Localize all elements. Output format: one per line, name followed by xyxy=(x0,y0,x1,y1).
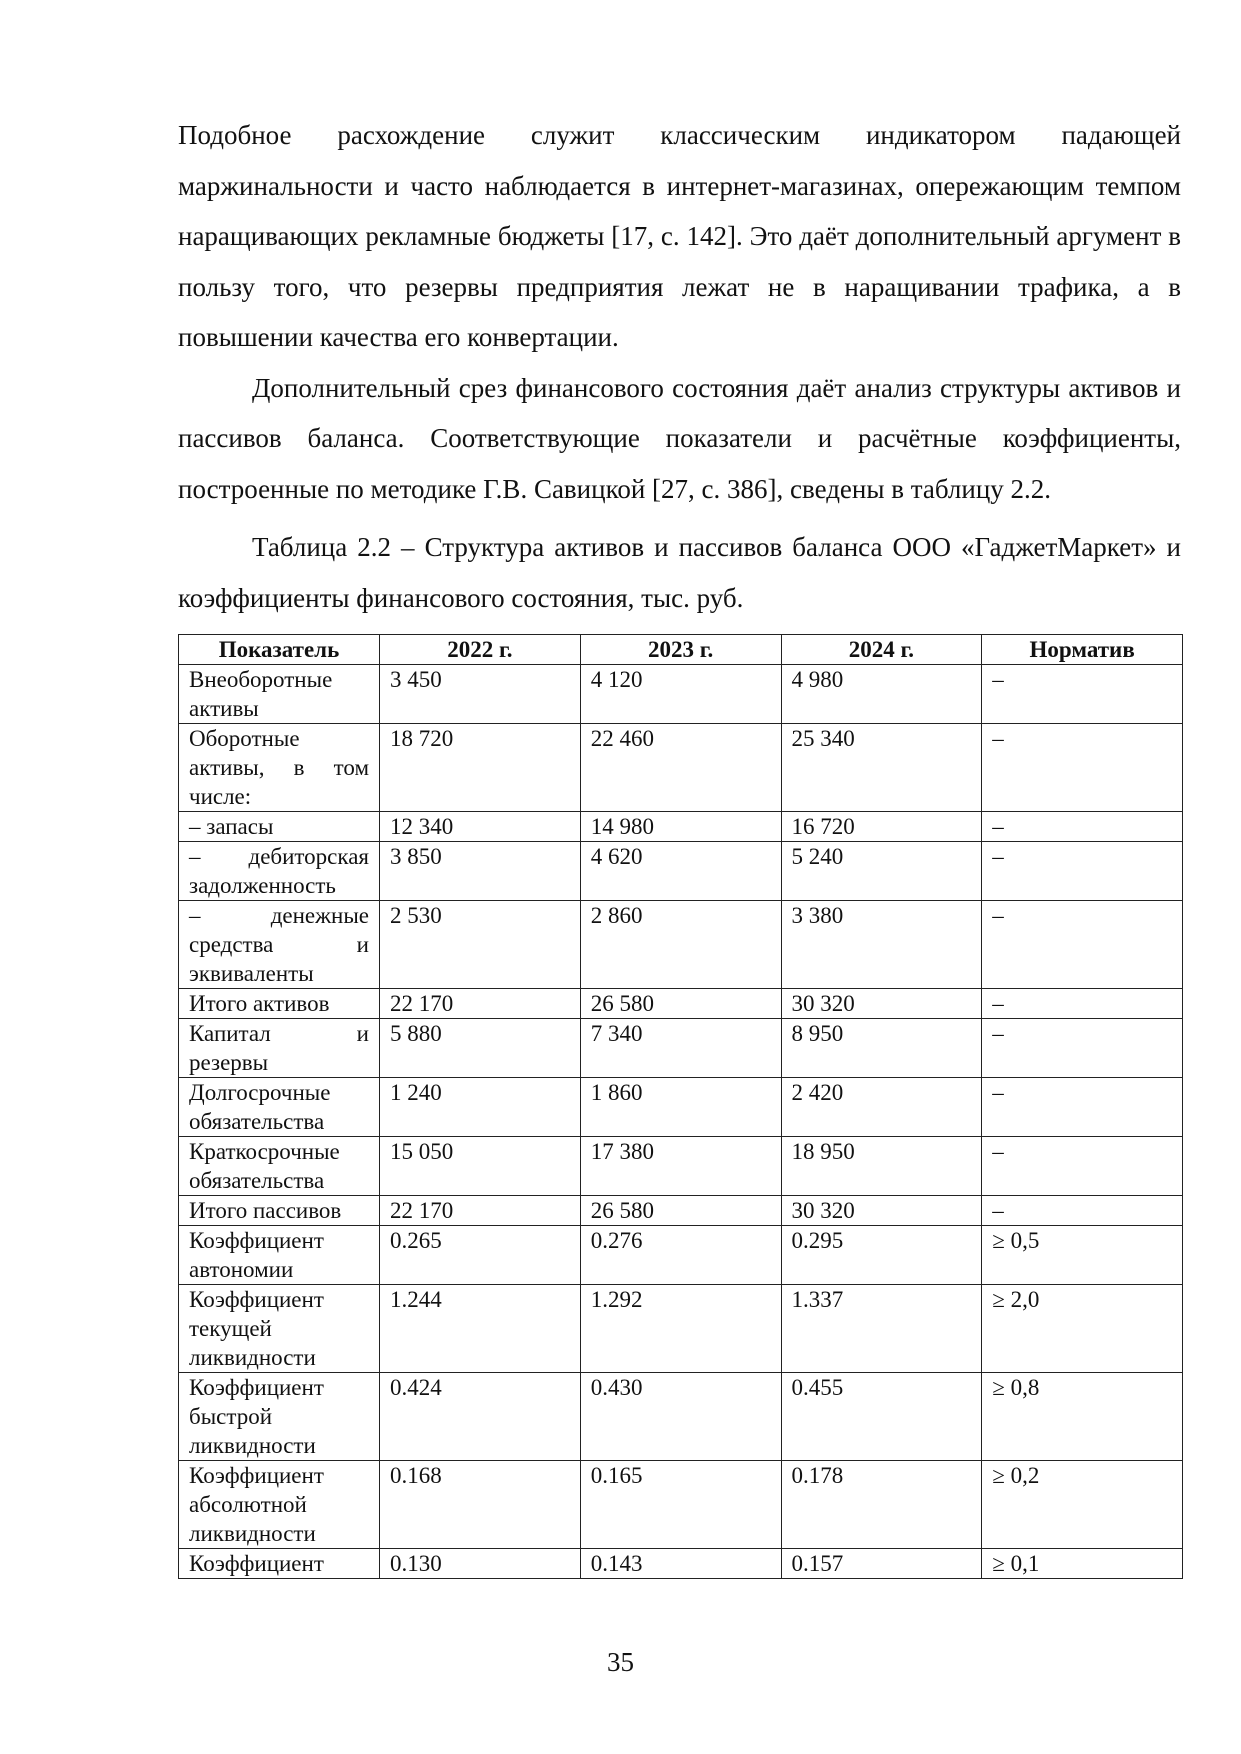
cell-2023: 14 980 xyxy=(580,812,781,842)
row-label: Внеоборотные активы xyxy=(179,665,380,724)
cell-norm: – xyxy=(982,665,1183,724)
cell-2024: 18 950 xyxy=(781,1137,982,1196)
cell-2023: 0.165 xyxy=(580,1461,781,1549)
cell-norm: – xyxy=(982,1196,1183,1226)
table-row xyxy=(179,842,1183,901)
row-label: Коэффициент текущей ликвидности xyxy=(179,1285,380,1373)
table-row xyxy=(179,1196,1183,1226)
cell-2022: 1.244 xyxy=(380,1285,581,1373)
header-norm: Норматив xyxy=(982,635,1183,665)
cell-2022: 0.265 xyxy=(380,1226,581,1285)
cell-2024: 0.295 xyxy=(781,1226,982,1285)
cell-2022: 0.130 xyxy=(380,1549,581,1579)
table-row xyxy=(179,1137,1183,1196)
table-row xyxy=(179,1373,1183,1461)
cell-2024: 30 320 xyxy=(781,989,982,1019)
cell-norm: – xyxy=(982,1019,1183,1078)
cell-2022: 18 720 xyxy=(380,724,581,812)
cell-2024: 5 240 xyxy=(781,842,982,901)
cell-2022: 3 450 xyxy=(380,665,581,724)
cell-norm: – xyxy=(982,1137,1183,1196)
row-label: – дебиторская задолженность xyxy=(179,842,380,901)
cell-2023: 4 120 xyxy=(580,665,781,724)
cell-2022: 0.168 xyxy=(380,1461,581,1549)
body-paragraph-2: Дополнительный срез финансового состояния даёт анализ структуры активов и пассивов баланса. Соответствующие показатели и расчётные коэффициенты, построенные по методике Г.В. Савицкой [27, с. 386], сведены в таблицу 2.2. xyxy=(178,372,1181,504)
cell-2024: 0.178 xyxy=(781,1461,982,1549)
cell-2023: 1 860 xyxy=(580,1078,781,1137)
table-row xyxy=(179,1549,1183,1579)
cell-2022: 15 050 xyxy=(380,1137,581,1196)
page-content xyxy=(178,110,1181,1579)
cell-norm: – xyxy=(982,842,1183,901)
table-row xyxy=(179,812,1183,842)
cell-2022: 0.424 xyxy=(380,1373,581,1461)
row-label: Коэффициент xyxy=(179,1549,380,1579)
table-row xyxy=(179,1019,1183,1078)
cell-2023: 0.276 xyxy=(580,1226,781,1285)
cell-2022: 22 170 xyxy=(380,1196,581,1226)
header-indicator: Показатель xyxy=(179,635,380,665)
row-label: – денежные средства и эквиваленты xyxy=(179,901,380,989)
table-row xyxy=(179,1461,1183,1549)
cell-2024: 16 720 xyxy=(781,812,982,842)
row-label: Коэффициент абсолютной ликвидности xyxy=(179,1461,380,1549)
table-row xyxy=(179,1078,1183,1137)
row-label: – запасы xyxy=(179,812,380,842)
cell-2023: 26 580 xyxy=(580,1196,781,1226)
row-label: Капитал и резервы xyxy=(179,1019,380,1078)
table-row xyxy=(179,1226,1183,1285)
cell-2022: 5 880 xyxy=(380,1019,581,1078)
cell-2024: 8 950 xyxy=(781,1019,982,1078)
cell-norm: – xyxy=(982,812,1183,842)
cell-2023: 7 340 xyxy=(580,1019,781,1078)
row-label: Оборотные активы, в том числе: xyxy=(179,724,380,812)
cell-2023: 22 460 xyxy=(580,724,781,812)
balance-structure-table xyxy=(178,634,1183,1579)
cell-norm: ≥ 0,8 xyxy=(982,1373,1183,1461)
cell-2023: 4 620 xyxy=(580,842,781,901)
table-row xyxy=(179,665,1183,724)
cell-norm: – xyxy=(982,724,1183,812)
header-2024: 2024 г. xyxy=(781,635,982,665)
cell-2022: 2 530 xyxy=(380,901,581,989)
cell-2024: 1.337 xyxy=(781,1285,982,1373)
cell-2024: 30 320 xyxy=(781,1196,982,1226)
cell-norm: – xyxy=(982,901,1183,989)
header-2022: 2022 г. xyxy=(380,635,581,665)
body-paragraph-1: Подобное расхождение служит классическим индикатором падающей маржинальности и часто наблюдается в интернет-магазинах, опережающим темпом наращивающих рекламные бюджеты [17, с. 142]. Это даёт дополнительный аргумент в пользу того, что резервы предприятия лежат не в наращивании трафика, а в повышении качества его конвертации. xyxy=(178,120,1181,352)
table-caption: Таблица 2.2 – Структура активов и пассивов баланса ООО «ГаджетМаркет» и коэффициенты финансового состояния, тыс. руб. xyxy=(178,532,1181,613)
cell-2024: 0.157 xyxy=(781,1549,982,1579)
cell-2024: 4 980 xyxy=(781,665,982,724)
table-row xyxy=(179,901,1183,989)
row-label: Итого активов xyxy=(179,989,380,1019)
cell-2023: 1.292 xyxy=(580,1285,781,1373)
row-label: Коэффициент автономии xyxy=(179,1226,380,1285)
cell-2023: 0.430 xyxy=(580,1373,781,1461)
cell-2023: 17 380 xyxy=(580,1137,781,1196)
cell-2023: 2 860 xyxy=(580,901,781,989)
row-label: Краткосрочные обязательства xyxy=(179,1137,380,1196)
cell-norm: ≥ 2,0 xyxy=(982,1285,1183,1373)
cell-2022: 22 170 xyxy=(380,989,581,1019)
row-label: Долгосрочные обязательства xyxy=(179,1078,380,1137)
cell-norm: ≥ 0,5 xyxy=(982,1226,1183,1285)
cell-norm: ≥ 0,1 xyxy=(982,1549,1183,1579)
cell-2023: 26 580 xyxy=(580,989,781,1019)
cell-2022: 3 850 xyxy=(380,842,581,901)
row-label: Коэффициент быстрой ликвидности xyxy=(179,1373,380,1461)
cell-norm: ≥ 0,2 xyxy=(982,1461,1183,1549)
cell-2024: 0.455 xyxy=(781,1373,982,1461)
cell-2022: 1 240 xyxy=(380,1078,581,1137)
cell-norm: – xyxy=(982,1078,1183,1137)
table-row xyxy=(179,724,1183,812)
cell-2023: 0.143 xyxy=(580,1549,781,1579)
cell-2022: 12 340 xyxy=(380,812,581,842)
page-number: 35 xyxy=(607,1647,634,1677)
cell-2024: 2 420 xyxy=(781,1078,982,1137)
row-label: Итого пассивов xyxy=(179,1196,380,1226)
cell-norm: – xyxy=(982,989,1183,1019)
header-2023: 2023 г. xyxy=(580,635,781,665)
table-row xyxy=(179,989,1183,1019)
table-row xyxy=(179,1285,1183,1373)
cell-2024: 25 340 xyxy=(781,724,982,812)
cell-2024: 3 380 xyxy=(781,901,982,989)
table-header-row xyxy=(179,635,1183,665)
